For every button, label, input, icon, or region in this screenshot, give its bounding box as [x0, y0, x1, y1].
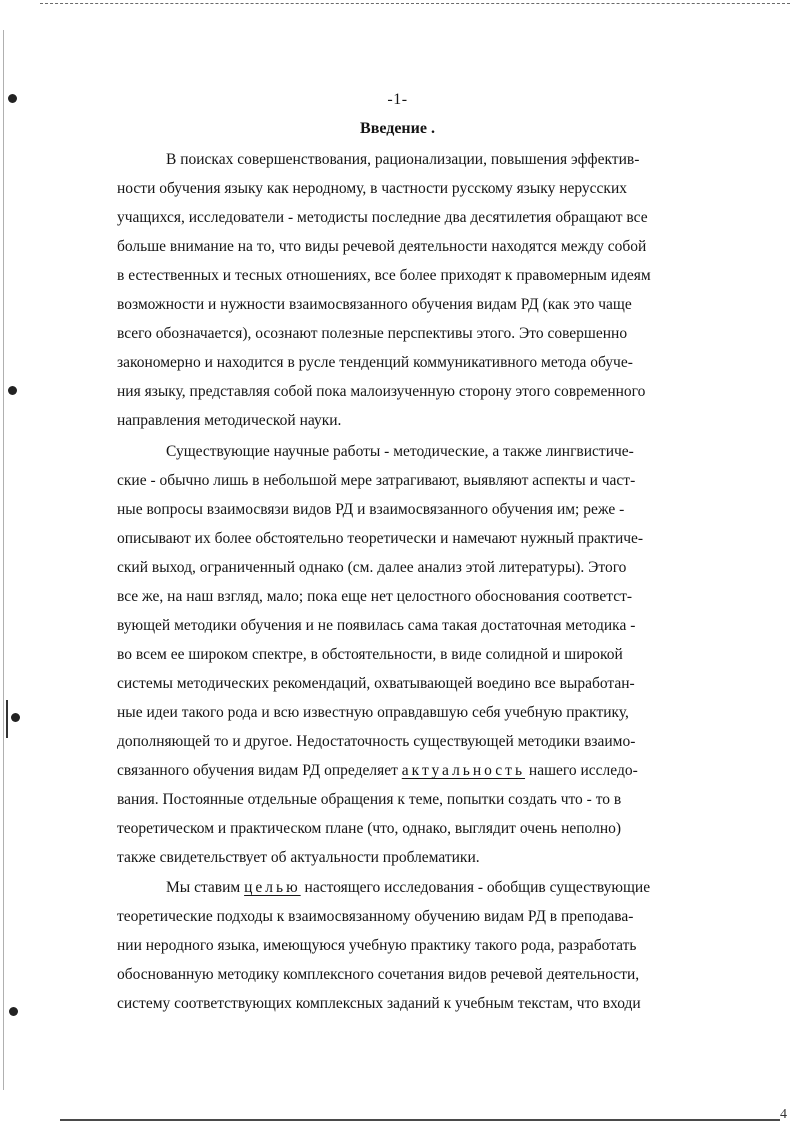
text-line: ные вопросы взаимосвязи видов РД и взаимосвязанного обучения им; реже - [117, 501, 625, 518]
text-line: вующей методики обучения и не появилась сама такая достаточная методика - [117, 617, 636, 634]
binder-mark [6, 700, 8, 738]
text-fragment: связанного обучения видам РД определяет [117, 762, 398, 779]
text-line: больше внимание на то, что виды речевой деятельности находятся между собой [117, 238, 647, 255]
text-line: всего обозначается), осознают полезные перспективы этого. Это совершенно [117, 325, 628, 342]
text-fragment: настоящего исследования - обобщив существующие [304, 879, 651, 896]
text-line: вания. Постоянные отдельные обращения к теме, попытки создать что - то в [117, 791, 622, 808]
text-line: ности обучения языку как неродному, в частности русскому языку нерусских [117, 180, 627, 197]
text-line: возможности и нужности взаимосвязанного обучения видам РД (как это чаще [117, 296, 632, 313]
scan-top-edge [40, 3, 790, 4]
text-line: системы методических рекомендаций, охватывающей воедино все выработан- [117, 675, 635, 692]
text-line [117, 761, 682, 781]
emphasis-actuality: актуальность [401, 762, 526, 779]
text-line: В поисках совершенствования, рационализации, повышения эффектив- [166, 151, 640, 168]
text-line: дополняющей то и другое. Недостаточность существующей методики взаимо- [117, 733, 636, 750]
text-line: теоретические подходы к взаимосвязанному обучению видам РД в преподава- [117, 908, 634, 925]
text-line: все же, на наш взгляд, мало; пока еще нет целостного обоснования соответст- [117, 588, 633, 605]
page-number: -1- [387, 91, 408, 108]
text-line: во всем ее широком спектре, в обстоятельности, в виде солидной и широкой [117, 646, 623, 663]
text-line: ские - обычно лишь в небольшой мере затрагивают, выявляют аспекты и част- [117, 472, 636, 489]
text-line: ния языку, представляя собой пока малоизученную сторону этого современного [117, 383, 646, 400]
text-line [166, 878, 682, 898]
binder-hole [11, 713, 20, 722]
text-line: учащихся, исследователи - методисты последние два десятилетия обращают все [117, 209, 648, 226]
text-line: Существующие научные работы - методические, а также лингвистиче- [166, 443, 634, 460]
text-line: в естественных и тесных отношениях, все более приходят к правомерным идеям [117, 267, 651, 284]
text-line: закономерно и находится в русле тенденций коммуникативного метода обуче- [117, 354, 633, 371]
text-line: направления методической науки. [117, 412, 342, 429]
text-line: систему соответствующих комплексных заданий к учебным текстам, что входи [117, 995, 641, 1012]
section-title: Введение . [360, 120, 435, 137]
text-fragment: нашего исследо- [528, 762, 638, 779]
text-line: ные идеи такого рода и всю известную оправдавшую себя учебную практику, [117, 704, 629, 721]
corner-mark: 4 [780, 1107, 787, 1122]
binder-hole [8, 386, 17, 395]
text-line: обоснованную методику комплексного сочетания видов речевой деятельности, [117, 966, 640, 983]
emphasis-goal: целью [244, 879, 301, 896]
scan-bottom-edge [60, 1119, 780, 1121]
text-line: ский выход, ограниченный однако (см. далее анализ этой литературы). Этого [117, 559, 627, 576]
text-line: нии неродного языка, имеющуюся учебную практику такого рода, разработать [117, 937, 637, 954]
text-line: описывают их более обстоятельно теоретически и намечают нужный практиче- [117, 530, 644, 547]
text-line: теоретическом и практическом плане (что, однако, выглядит очень неполно) [117, 820, 622, 837]
binder-hole [9, 1007, 18, 1016]
text-fragment: Мы ставим [166, 879, 241, 896]
text-line: также свидетельствует об актуальности проблематики. [117, 849, 480, 866]
scan-left-edge [3, 30, 4, 1090]
